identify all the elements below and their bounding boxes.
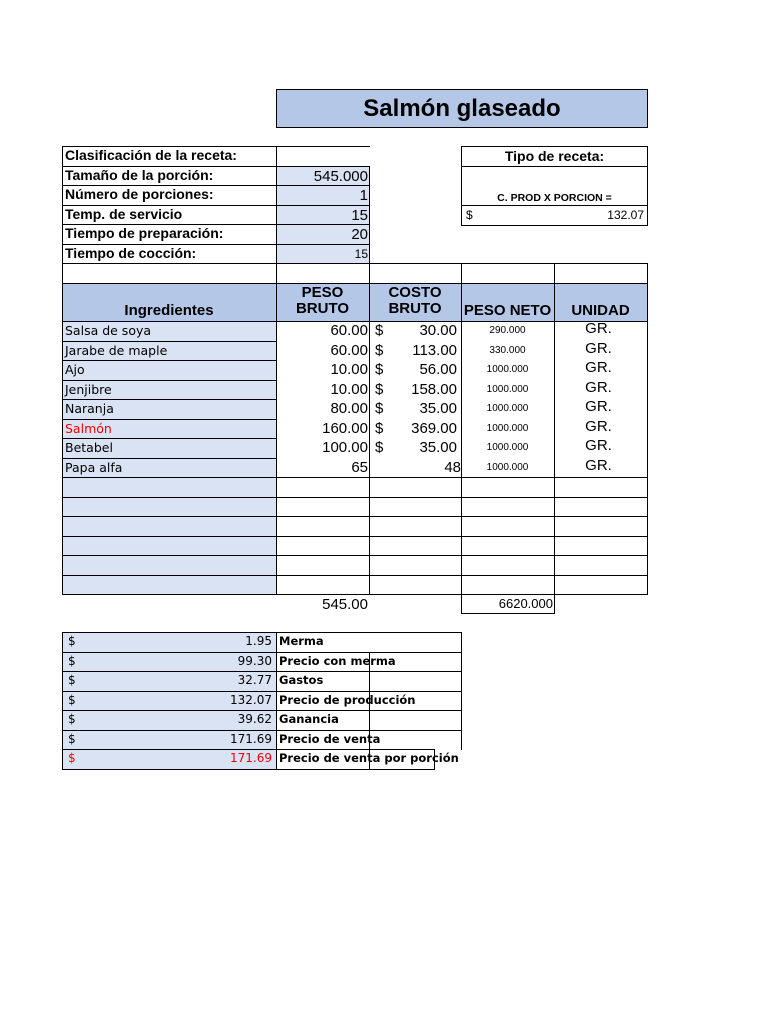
cprod-label: C. PROD X PORCION =: [497, 192, 612, 204]
info-label: Tiempo de preparación:: [65, 225, 224, 241]
header-costo-bruto: [369, 285, 461, 319]
ingredient-peso-neto: 1000.000: [486, 403, 529, 414]
ingredient-costo-bruto: 35.00: [419, 439, 457, 456]
info-label: Temp. de servicio: [65, 205, 183, 222]
info-label: Número de porciones:: [65, 186, 214, 202]
ingredient-unidad: GR.: [585, 378, 612, 396]
ingredient-unidad: GR.: [585, 417, 612, 435]
ingredient-currency: $: [375, 380, 384, 398]
info-value: [277, 147, 369, 166]
tipo-receta-box: [461, 146, 648, 226]
ingredient-peso-neto: 1000.000: [486, 442, 529, 453]
summary-value: 32.77: [237, 673, 272, 687]
summary-value: 171.69: [230, 751, 272, 765]
recipe-title: Salmón glaseado: [276, 89, 648, 128]
summary-label: Ganancia: [279, 712, 339, 726]
ingredient-name: Jarabe de maple: [65, 342, 168, 358]
ingredient-unidad: GR.: [585, 339, 612, 357]
ingredient-name: Jenjibre: [65, 381, 112, 397]
cprod-currency: $: [466, 208, 473, 222]
ingredient-costo-bruto: 113.00: [412, 341, 457, 359]
ingredient-peso-bruto: 60.00: [330, 322, 368, 339]
summary-value: 1.95: [245, 634, 272, 648]
ingredient-name: Naranja: [65, 401, 114, 416]
summary-currency: $: [68, 634, 76, 648]
ingredient-name: Papa alfa: [65, 459, 123, 475]
ingredient-currency: $: [375, 400, 384, 417]
header-costo-bruto-line1: COSTO: [388, 284, 442, 301]
summary-currency: $: [68, 751, 76, 765]
ingredient-name: Salsa de soya: [65, 323, 152, 338]
ingredient-peso-bruto: 10.00: [330, 361, 368, 378]
header-ingredientes: Ingredientes: [124, 302, 214, 319]
ingredient-peso-bruto: 80.00: [330, 400, 368, 417]
ingredient-unidad: GR.: [585, 398, 612, 415]
cprod-value: 132.07: [607, 208, 644, 222]
ingredient-name: Betabel: [65, 440, 113, 455]
ingredient-currency: $: [375, 322, 384, 339]
summary-label: Precio de venta por porción: [279, 751, 459, 765]
ingredient-peso-bruto: 100.00: [322, 439, 368, 456]
ingredient-costo-bruto: 369.00: [411, 419, 457, 437]
header-unidad: UNIDAD: [571, 302, 630, 319]
ingredient-currency: $: [375, 361, 384, 378]
ingredient-currency: $: [375, 341, 384, 359]
header-peso-bruto: [276, 285, 369, 319]
info-label: Tiempo de cocción:: [65, 244, 197, 261]
summary-currency: $: [68, 692, 76, 707]
summary-value: 99.30: [237, 653, 272, 668]
info-value: 15: [277, 245, 369, 264]
ingredient-costo-bruto: 35.00: [419, 400, 457, 417]
summary-value: 39.62: [237, 712, 272, 726]
ingredient-unidad: GR.: [585, 437, 612, 454]
ingredient-peso-neto: 1000.000: [486, 461, 529, 473]
summary-label: Precio de venta: [279, 731, 381, 746]
total-peso-bruto: 545.00: [322, 596, 368, 613]
ingredient-peso-neto: 290.000: [489, 325, 526, 336]
header-peso-bruto-line1: PESO: [301, 284, 344, 301]
summary-label: Precio de producción: [279, 692, 416, 707]
ingredient-peso-bruto: 60.00: [330, 341, 368, 359]
summary-label: Precio con merma: [279, 653, 396, 668]
ingredient-unidad: GR.: [585, 456, 612, 474]
ingredient-currency: $: [375, 419, 384, 437]
info-label: Clasificación de la receta:: [65, 147, 237, 163]
info-value: 15: [277, 206, 369, 225]
total-peso-neto: 6620.000: [461, 595, 555, 614]
summary-value: 132.07: [230, 692, 272, 707]
ingredient-peso-bruto: 10.00: [330, 380, 368, 398]
summary-currency: $: [68, 731, 76, 746]
ingredient-name: Salmón: [65, 420, 112, 436]
header-costo-bruto-line2: BRUTO: [388, 300, 442, 317]
info-label: Tamaño de la porción:: [65, 166, 214, 183]
tipo-receta-label: Tipo de receta:: [504, 148, 605, 164]
ingredient-costo-bruto: 56.00: [419, 361, 457, 378]
ingredient-costo-bruto: 48: [444, 458, 461, 476]
ingredient-peso-neto: 1000.000: [486, 422, 529, 434]
header-peso-bruto-line2: BRUTO: [295, 300, 350, 317]
ingredient-costo-bruto: 30.00: [419, 322, 457, 339]
ingredient-unidad: GR.: [585, 359, 612, 376]
ingredient-peso-neto: 1000.000: [486, 364, 529, 375]
summary-label: Gastos: [279, 673, 324, 687]
ingredient-unidad: GR.: [585, 320, 612, 337]
ingredient-peso-neto: 330.000: [489, 344, 526, 356]
header-peso-neto: PESO NETO: [463, 302, 552, 319]
info-value: 545.000: [277, 167, 369, 186]
ingredient-costo-bruto: 158.00: [411, 380, 457, 398]
ingredient-peso-neto: 1000.000: [486, 383, 529, 395]
summary-currency: $: [68, 673, 76, 687]
summary-label: Merma: [279, 634, 324, 648]
ingredient-name: Ajo: [65, 362, 85, 377]
ingredient-peso-bruto: 65: [351, 458, 368, 476]
ingredient-peso-bruto: 160.00: [322, 419, 368, 437]
summary-value: 171.69: [230, 731, 272, 746]
ingredient-currency: $: [375, 439, 384, 456]
info-value: 20: [277, 225, 369, 244]
summary-currency: $: [68, 712, 76, 726]
info-value: 1: [277, 186, 369, 205]
summary-currency: $: [68, 653, 76, 668]
